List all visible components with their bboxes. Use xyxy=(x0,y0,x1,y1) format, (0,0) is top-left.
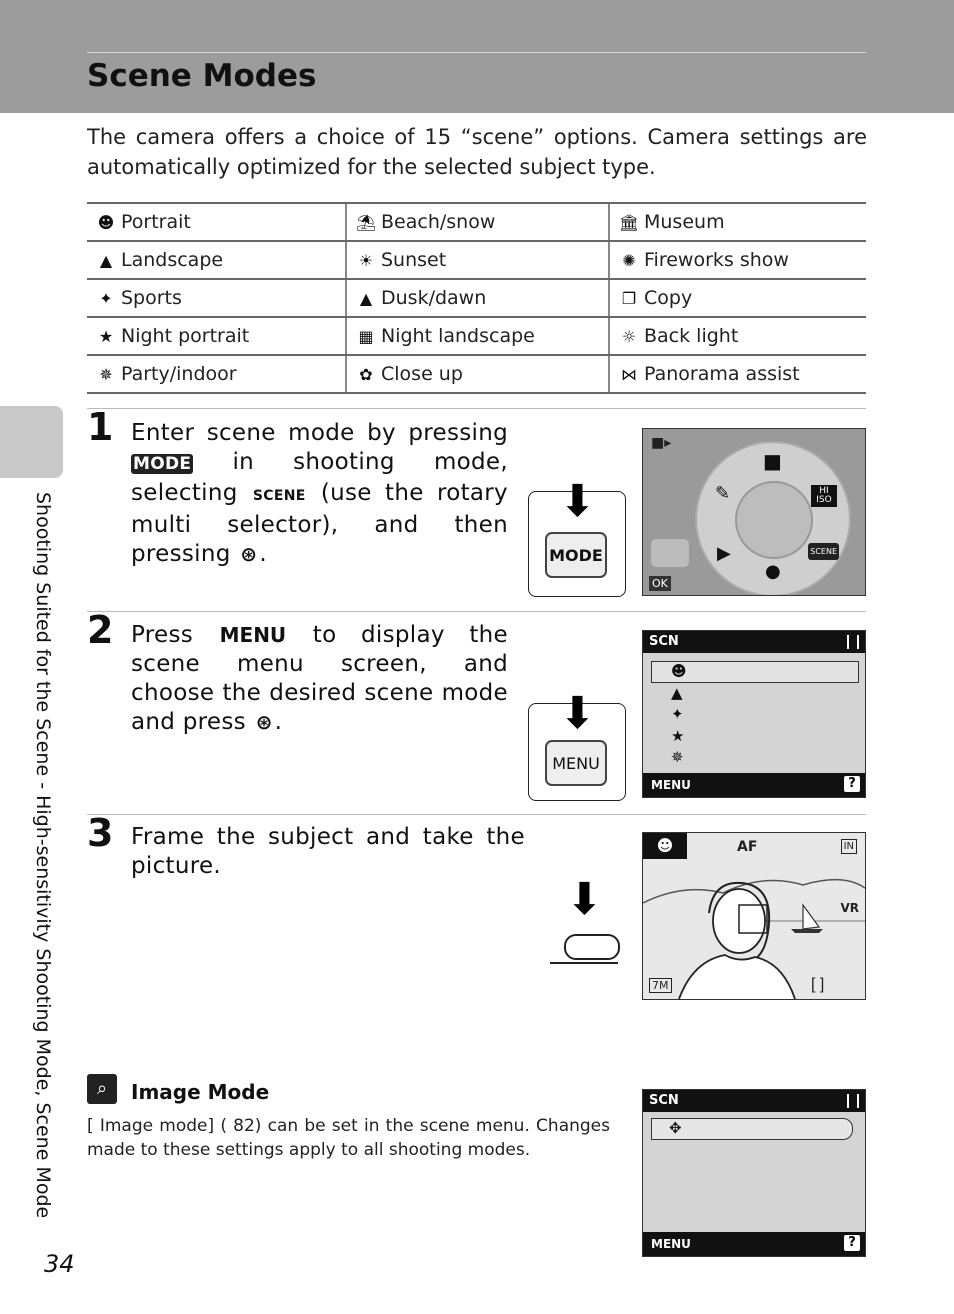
table-cell xyxy=(609,355,866,393)
camera-icon xyxy=(651,539,689,567)
menu-title-bar xyxy=(643,1090,865,1112)
ok-icon: ⊛ xyxy=(255,710,273,734)
sports-icon: ✦ xyxy=(99,289,113,308)
image-mode-menu-screen xyxy=(642,1089,866,1257)
cell-label: Party/indoor xyxy=(121,363,237,385)
step-text-part: Press xyxy=(131,622,194,648)
cell-label: Beach/snow xyxy=(381,211,496,233)
finger-icon xyxy=(564,934,620,960)
internal-memory-icon: IN xyxy=(841,839,857,854)
hi-iso-icon: HI ISO xyxy=(811,485,837,507)
tip-body: [ Image mode] ( 82) can be set in the scene menu. Changes made to these settings apply to all shooting modes. xyxy=(87,1116,610,1160)
table-cell xyxy=(346,203,609,241)
sunset-icon: ☀ xyxy=(358,251,374,270)
table-row xyxy=(87,355,866,393)
svg-text:[ ]: [ ] xyxy=(811,976,825,993)
shutter-press-illustration xyxy=(548,876,624,968)
step-3-text: Frame the subject and take the picture. xyxy=(131,824,525,879)
sports-icon: ✦ xyxy=(671,705,684,723)
press-arrow-icon: ⬇ xyxy=(566,874,603,925)
scene-icon: SCENE xyxy=(252,488,306,504)
copy-icon: ❐ xyxy=(621,289,637,308)
dial-center xyxy=(735,481,813,559)
cell-label: Night landscape xyxy=(381,325,535,347)
table-row xyxy=(87,279,866,317)
shutter-button-line xyxy=(550,962,618,964)
cell-label: Museum xyxy=(644,211,725,233)
landscape-icon: ▲ xyxy=(99,251,113,270)
menu-bottom-bar xyxy=(643,773,865,797)
press-arrow-icon: ⬇ xyxy=(559,688,596,739)
menu-label: MENU xyxy=(651,778,691,792)
table-cell xyxy=(346,317,609,355)
menu-button-illustration xyxy=(528,688,626,801)
beach-snow-icon: ⛱ xyxy=(355,213,377,232)
night-portrait-icon: ★ xyxy=(98,327,114,346)
cell-label: Fireworks show xyxy=(644,249,789,271)
mode-dial-screen xyxy=(642,428,866,596)
table-cell xyxy=(87,279,346,317)
cell-label: Back light xyxy=(644,325,739,347)
table-row xyxy=(87,241,866,279)
ok-label: OK xyxy=(649,576,671,591)
step-divider xyxy=(87,611,866,612)
scene-menu-title: SCN xyxy=(649,1093,679,1108)
scene-table xyxy=(87,202,866,394)
step-text-part: . xyxy=(259,541,267,567)
landscape-icon: ▲ xyxy=(671,683,683,702)
step-text-part: (use the rotary multi selector), and then pressing xyxy=(131,480,508,567)
table-cell xyxy=(346,279,609,317)
panorama-assist-icon: ⋈ xyxy=(621,365,637,384)
step-text-part: in shooting mode, selecting xyxy=(131,449,508,506)
table-cell xyxy=(609,241,866,279)
scrollbar-icon xyxy=(847,1094,859,1108)
cell-label: Close up xyxy=(381,363,463,385)
section-tab xyxy=(0,406,63,478)
help-icon: ? xyxy=(844,1235,860,1251)
scrollbar-icon xyxy=(847,635,859,649)
voice-mic-icon: ● xyxy=(765,561,781,582)
mode-button-illustration xyxy=(528,476,626,597)
intro-paragraph: The camera offers a choice of 15 “scene” options. Camera settings are automatically optimized for the selected subject type. xyxy=(87,125,867,179)
table-cell xyxy=(87,317,346,355)
press-arrow-icon: ⬇ xyxy=(559,476,596,527)
step-2-text xyxy=(131,621,508,737)
cell-label: Dusk/dawn xyxy=(381,287,487,309)
table-cell xyxy=(609,203,866,241)
page-number: 34 xyxy=(44,1250,75,1278)
cell-label: Portrait xyxy=(121,211,191,233)
menu-button: MENU xyxy=(545,740,607,786)
cell-label: Sports xyxy=(121,287,182,309)
scene-menu-title: SCN xyxy=(649,634,679,649)
scene-list xyxy=(671,661,687,769)
sidebar-section-title: Shooting Suited for the Scene - High-sensitivity Shooting Mode, Scene Mode xyxy=(32,492,54,1219)
step-number: 1 xyxy=(87,405,114,449)
step-divider xyxy=(87,814,866,815)
dusk-dawn-icon: ▲ xyxy=(359,289,373,308)
movie-icon: ▶ xyxy=(717,543,731,564)
party-indoor-icon: ✵ xyxy=(99,365,113,384)
af-indicator: AF xyxy=(737,839,758,855)
party-indoor-icon: ✵ xyxy=(671,748,684,766)
header-rule xyxy=(87,52,866,53)
help-icon: ? xyxy=(844,776,860,792)
scene-menu-screen xyxy=(642,630,866,798)
step-text-part: . xyxy=(274,709,283,735)
night-landscape-icon: ▦ xyxy=(358,327,374,346)
table-cell xyxy=(346,241,609,279)
cell-label: Landscape xyxy=(121,249,224,271)
table-row xyxy=(87,317,866,355)
cell-label: Copy xyxy=(644,287,693,309)
back-light-icon: ☼ xyxy=(621,327,637,346)
setup-wrench-icon: ✎ xyxy=(715,483,731,504)
table-cell xyxy=(87,355,346,393)
viewfinder-screen xyxy=(642,832,866,1000)
table-cell xyxy=(87,203,346,241)
table-cell xyxy=(87,241,346,279)
menu-icon: MENU xyxy=(219,623,287,647)
step-text-part: Enter scene mode by pressing xyxy=(131,420,508,446)
menu-label: MENU xyxy=(651,1237,691,1251)
portrait-icon: ☻ xyxy=(643,833,687,859)
museum-icon: 🏛 xyxy=(618,213,640,232)
table-cell xyxy=(609,317,866,355)
tip-magnifier-icon: ⌕ xyxy=(87,1074,117,1104)
image-size-icon: 7M xyxy=(649,978,672,993)
ok-icon: ⊛ xyxy=(240,542,258,566)
page-title: Scene Modes xyxy=(87,58,317,94)
close-up-icon: ✿ xyxy=(359,365,373,384)
table-cell xyxy=(609,279,866,317)
menu-title-bar xyxy=(643,631,865,653)
table-cell xyxy=(346,355,609,393)
mode-button: MODE xyxy=(545,532,607,578)
mode-icon: MODE xyxy=(133,454,192,474)
portrait-icon: ☻ xyxy=(97,213,115,232)
camera-icon: ■ xyxy=(763,449,782,473)
step-number: 2 xyxy=(87,608,114,652)
table-row xyxy=(87,203,866,241)
step-text-part: to display the scene menu screen, and choose the desired scene mode and press xyxy=(131,622,508,735)
scene-illustration xyxy=(643,833,865,999)
step-number: 3 xyxy=(87,811,114,855)
menu-bottom-bar xyxy=(643,1232,865,1256)
vr-icon: VR xyxy=(840,901,859,915)
cell-label: Panorama assist xyxy=(644,363,800,385)
header-band xyxy=(0,0,954,113)
camera-icon: ■▸ xyxy=(651,435,672,451)
night-portrait-icon: ★ xyxy=(671,726,685,745)
tip-title: Image Mode xyxy=(131,1080,270,1104)
image-mode-icon: ✥ xyxy=(669,1119,682,1137)
portrait-icon: ☻ xyxy=(671,662,687,680)
step-1-text xyxy=(131,419,508,569)
rotary-dial xyxy=(695,441,851,596)
cell-label: Night portrait xyxy=(121,325,250,347)
scene-icon: SCENE xyxy=(808,543,839,560)
cell-label: Sunset xyxy=(381,249,447,271)
fireworks-icon: ✺ xyxy=(622,251,636,270)
step-divider xyxy=(87,408,866,409)
